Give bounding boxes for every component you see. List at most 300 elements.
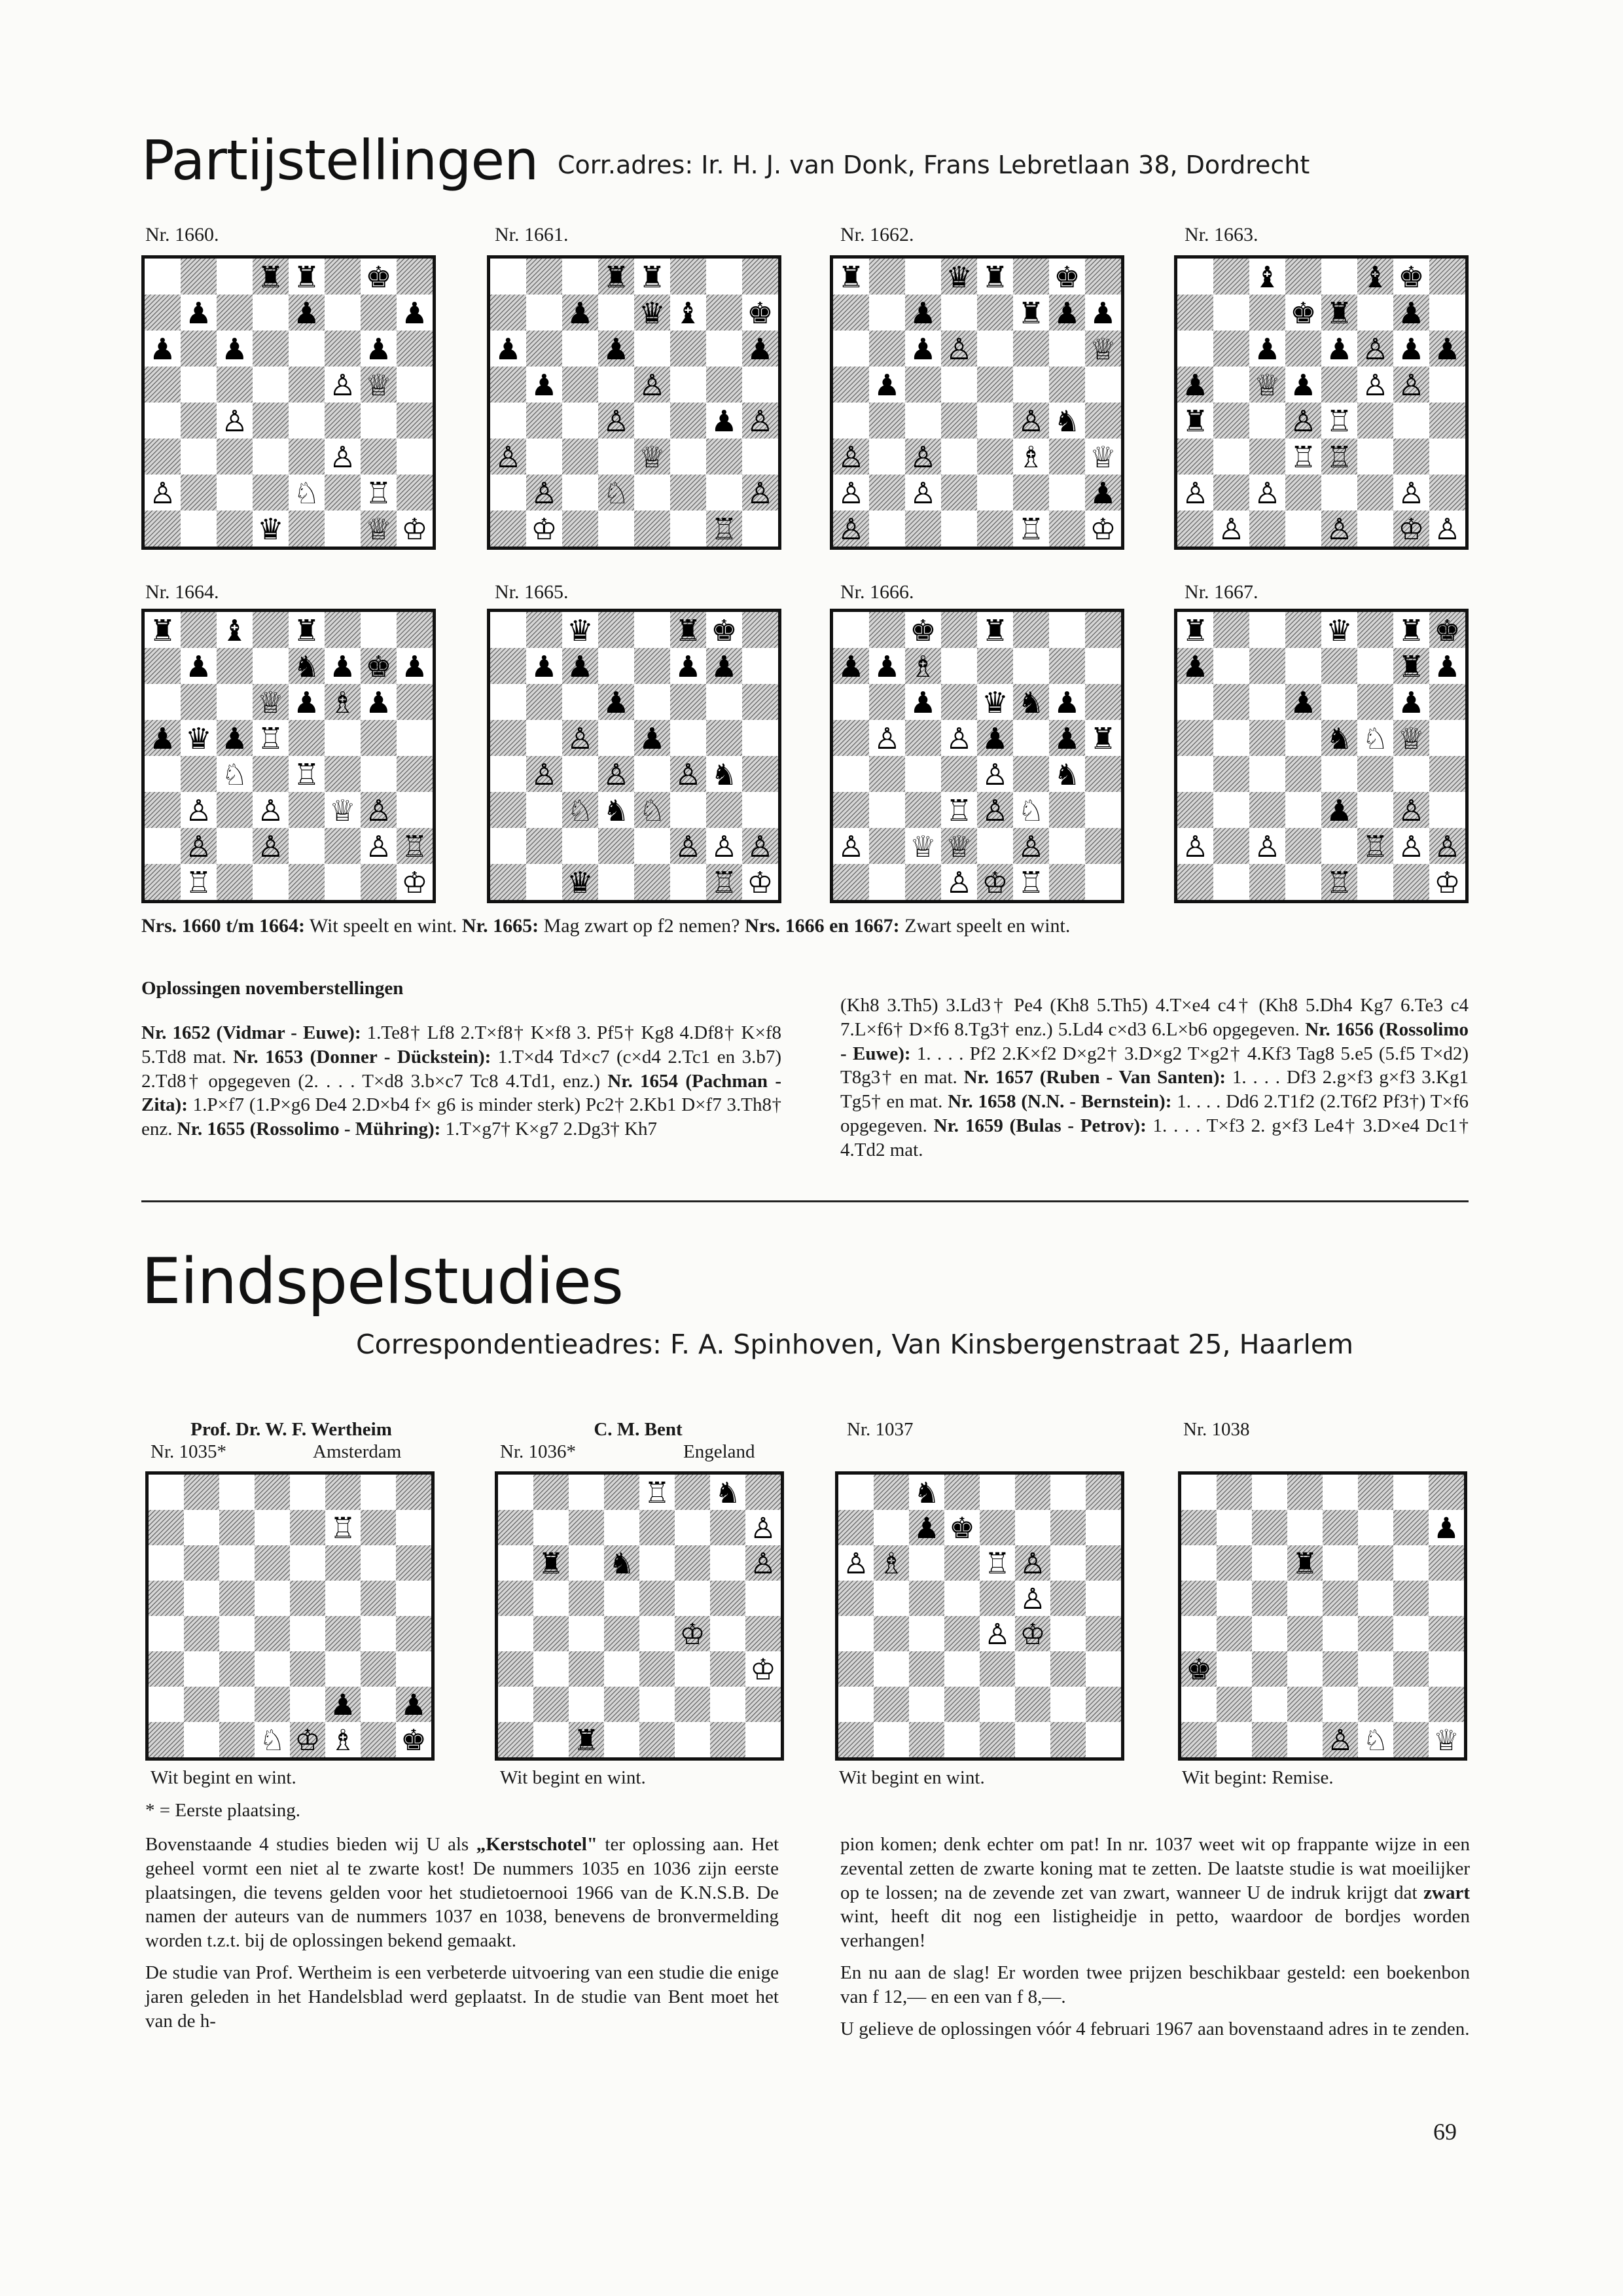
- light-square: [944, 1581, 980, 1616]
- black-rook-icon: ♜: [982, 613, 1008, 648]
- light-square: [1287, 1581, 1323, 1616]
- dark-square: [145, 367, 181, 403]
- dark-square: [639, 1510, 675, 1545]
- light-square: [569, 1545, 604, 1581]
- light-square: [874, 1651, 909, 1687]
- dark-square: [490, 720, 526, 756]
- light-square: [1181, 1475, 1217, 1510]
- light-square: [1287, 1651, 1323, 1687]
- dark-square: [1249, 648, 1285, 684]
- light-square: [1177, 331, 1213, 367]
- light-square: [490, 403, 526, 439]
- white-pawn-icon: ♙: [639, 368, 666, 403]
- dark-square: [909, 1651, 944, 1687]
- light-square: [562, 259, 598, 295]
- task-line: [141, 915, 1450, 937]
- light-square: [149, 1475, 184, 1510]
- black-pawn-icon: ♟: [401, 649, 428, 684]
- chess-diagram: [835, 1471, 1124, 1761]
- dark-square: [980, 1510, 1015, 1545]
- light-square: [1287, 1722, 1323, 1757]
- dark-square: [149, 1722, 184, 1757]
- light-square: [980, 1687, 1015, 1722]
- light-square: [1086, 1651, 1121, 1687]
- white-pawn-icon: ♙: [750, 1547, 776, 1581]
- white-rook-icon: ♖: [984, 1547, 1010, 1581]
- dark-square: [562, 511, 598, 547]
- white-bishop-icon: ♗: [878, 1547, 904, 1581]
- dark-square: [1357, 612, 1393, 648]
- light-square: [498, 1545, 533, 1581]
- light-square: [980, 1475, 1015, 1510]
- dark-square: [905, 792, 941, 828]
- light-square: [1323, 1616, 1358, 1651]
- light-square: [1217, 1581, 1252, 1616]
- black-knight-icon: ♞: [715, 1477, 741, 1511]
- dark-square: [533, 1616, 569, 1651]
- dark-square: [325, 1616, 361, 1651]
- dark-square: [325, 331, 361, 367]
- black-pawn-icon: ♟: [401, 296, 428, 331]
- dark-square: [1249, 792, 1285, 828]
- white-pawn-icon: ♙: [1254, 829, 1281, 864]
- dark-square: [905, 511, 941, 547]
- black-rook-icon: ♜: [293, 613, 320, 648]
- dark-square: [1429, 1687, 1464, 1722]
- text-run: Wit speelt en wint.: [304, 915, 462, 937]
- light-square: [1429, 367, 1465, 403]
- dark-square: [833, 864, 869, 900]
- dark-square: [1085, 828, 1121, 864]
- dark-square: [526, 828, 562, 864]
- study-author: C. M. Bent: [594, 1419, 683, 1440]
- white-rook-icon: ♖: [365, 476, 392, 511]
- dark-square: [397, 756, 433, 792]
- black-pawn-icon: ♟: [1182, 368, 1209, 403]
- dark-square: [533, 1687, 569, 1722]
- light-square: [1323, 1687, 1358, 1722]
- dark-square: [149, 1651, 184, 1687]
- white-pawn-icon: ♙: [1362, 332, 1389, 367]
- dark-square: [1285, 756, 1321, 792]
- light-square: [1217, 1510, 1252, 1545]
- white-king-icon: ♔: [982, 865, 1008, 900]
- black-pawn-icon: ♟: [1054, 721, 1080, 756]
- white-bishop-icon: ♗: [329, 685, 356, 720]
- dark-square: [217, 792, 253, 828]
- dark-square: [145, 439, 181, 475]
- light-square: [634, 331, 670, 367]
- dark-square: [905, 367, 941, 403]
- light-square: [1050, 1475, 1086, 1510]
- dark-square: [742, 684, 778, 720]
- light-square: [1358, 1510, 1393, 1545]
- light-square: [255, 1510, 290, 1545]
- bold-run: Nr. 1657 (Ruben - Van Santen):: [963, 1067, 1226, 1088]
- light-square: [149, 1687, 184, 1722]
- light-square: [1177, 684, 1213, 720]
- dark-square: [1287, 1475, 1323, 1510]
- dark-square: [1177, 511, 1213, 547]
- dark-square: [1393, 1722, 1429, 1757]
- dark-square: [361, 1651, 396, 1687]
- light-square: [905, 259, 941, 295]
- dark-square: [1323, 1581, 1358, 1616]
- dark-square: [289, 367, 325, 403]
- dark-square: [869, 403, 905, 439]
- dark-square: [325, 1475, 361, 1510]
- dark-square: [874, 1475, 909, 1510]
- dark-square: [184, 1616, 219, 1651]
- black-queen-icon: ♛: [982, 685, 1008, 720]
- white-queen-icon: ♕: [1254, 368, 1281, 403]
- black-pawn-icon: ♟: [1398, 296, 1425, 331]
- light-square: [396, 1651, 431, 1687]
- light-square: [833, 756, 869, 792]
- white-rook-icon: ♖: [1362, 829, 1389, 864]
- black-rook-icon: ♜: [675, 613, 702, 648]
- dark-square: [181, 756, 217, 792]
- chess-diagram: [1178, 1471, 1467, 1761]
- light-square: [145, 403, 181, 439]
- dark-square: [1358, 1616, 1393, 1651]
- light-square: [490, 475, 526, 511]
- dark-square: [145, 648, 181, 684]
- dark-square: [361, 439, 397, 475]
- diagram-label: Nr. 1660.: [145, 224, 219, 245]
- bold-run: Nr. 1652 (Vidmar - Euwe):: [141, 1022, 361, 1043]
- black-pawn-icon: ♟: [1182, 649, 1209, 684]
- black-knight-icon: ♞: [1054, 757, 1080, 792]
- light-square: [498, 1687, 533, 1722]
- light-square: [706, 331, 742, 367]
- black-pawn-icon: ♟: [711, 649, 738, 684]
- light-square: [526, 864, 562, 900]
- dark-square: [1287, 1616, 1323, 1651]
- dark-square: [325, 828, 361, 864]
- section-divider: [141, 1200, 1469, 1202]
- solutions-left: [141, 1021, 781, 1141]
- dark-square: [1213, 756, 1249, 792]
- light-square: [675, 1651, 710, 1687]
- black-king-icon: ♚: [1186, 1653, 1212, 1687]
- light-square: [1285, 511, 1321, 547]
- dark-square: [361, 864, 397, 900]
- light-square: [397, 367, 433, 403]
- bold-run: Nr. 1655 (Rossolimo - Mühring):: [177, 1119, 441, 1140]
- light-square: [181, 367, 217, 403]
- light-square: [675, 1581, 710, 1616]
- black-queen-icon: ♛: [567, 613, 594, 648]
- light-square: [325, 511, 361, 547]
- light-square: [833, 403, 869, 439]
- white-pawn-icon: ♙: [910, 440, 936, 475]
- white-rook-icon: ♖: [1290, 440, 1317, 475]
- light-square: [941, 367, 977, 403]
- dark-square: [675, 1475, 710, 1510]
- light-square: [219, 1545, 255, 1581]
- light-square: [1429, 792, 1465, 828]
- black-bishop-icon: ♝: [1362, 260, 1389, 295]
- light-square: [639, 1545, 675, 1581]
- white-rook-icon: ♖: [185, 865, 212, 900]
- black-pawn-icon: ♟: [910, 685, 936, 720]
- chess-diagram: [487, 609, 781, 903]
- dark-square: [1085, 612, 1121, 648]
- dark-square: [1393, 1510, 1429, 1545]
- white-pawn-icon: ♙: [747, 476, 774, 511]
- black-pawn-icon: ♟: [1090, 296, 1116, 331]
- dark-square: [941, 684, 977, 720]
- dark-square: [1217, 1616, 1252, 1651]
- white-knight-icon: ♘: [259, 1724, 285, 1757]
- light-square: [977, 403, 1013, 439]
- black-pawn-icon: ♟: [1054, 685, 1080, 720]
- white-king-icon: ♔: [401, 512, 428, 547]
- dark-square: [1358, 1475, 1393, 1510]
- black-pawn-icon: ♟: [914, 1512, 940, 1546]
- black-pawn-icon: ♟: [1434, 649, 1461, 684]
- dark-square: [977, 367, 1013, 403]
- black-rook-icon: ♜: [838, 260, 865, 295]
- dark-square: [396, 1545, 431, 1581]
- light-square: [905, 403, 941, 439]
- light-square: [1217, 1651, 1252, 1687]
- white-knight-icon: ♘: [567, 793, 594, 828]
- light-square: [1049, 612, 1085, 648]
- black-pawn-icon: ♟: [185, 296, 212, 331]
- light-square: [833, 331, 869, 367]
- dark-square: [490, 648, 526, 684]
- light-square: [1285, 792, 1321, 828]
- light-square: [833, 612, 869, 648]
- light-square: [1050, 1616, 1086, 1651]
- text-run: 1. . . . Df3 2.g×f3 g×f3 3.Kg1 Tg5† en mat.: [840, 1067, 1469, 1113]
- white-rook-icon: ♖: [1018, 865, 1044, 900]
- chess-diagram: [495, 1471, 784, 1761]
- black-pawn-icon: ♟: [221, 721, 248, 756]
- dark-square: [1429, 756, 1465, 792]
- white-pawn-icon: ♙: [603, 757, 630, 792]
- light-square: [490, 756, 526, 792]
- light-square: [1177, 259, 1213, 295]
- dark-square: [670, 684, 706, 720]
- light-square: [869, 295, 905, 331]
- light-square: [1085, 864, 1121, 900]
- light-square: [1357, 864, 1393, 900]
- light-square: [604, 1510, 639, 1545]
- chess-diagram: [830, 255, 1124, 550]
- dark-square: [1213, 684, 1249, 720]
- white-rook-icon: ♖: [401, 829, 428, 864]
- black-pawn-icon: ♟: [1398, 685, 1425, 720]
- light-square: [598, 295, 634, 331]
- light-square: [184, 1722, 219, 1757]
- black-pawn-icon: ♟: [910, 332, 936, 367]
- dark-square: [397, 259, 433, 295]
- black-pawn-icon: ♟: [639, 721, 666, 756]
- dark-square: [569, 1651, 604, 1687]
- dark-square: [184, 1687, 219, 1722]
- light-square: [604, 1581, 639, 1616]
- light-square: [742, 367, 778, 403]
- black-pawn-icon: ♟: [149, 721, 176, 756]
- dark-square: [1249, 439, 1285, 475]
- dark-square: [1213, 828, 1249, 864]
- white-pawn-icon: ♙: [1326, 512, 1353, 547]
- white-rook-icon: ♖: [257, 721, 284, 756]
- light-square: [869, 439, 905, 475]
- light-square: [1357, 439, 1393, 475]
- white-pawn-icon: ♙: [567, 721, 594, 756]
- dark-square: [1085, 684, 1121, 720]
- dark-square: [1085, 403, 1121, 439]
- dark-square: [397, 684, 433, 720]
- white-pawn-icon: ♙: [1434, 512, 1461, 547]
- light-square: [634, 828, 670, 864]
- light-square: [533, 1510, 569, 1545]
- section-address-partijstellingen: Corr.adres: Ir. H. J. van Donk, Frans Lebretlaan 38, Dordrecht: [558, 151, 1310, 179]
- white-pawn-icon: ♙: [982, 793, 1008, 828]
- study-author: Prof. Dr. W. F. Wertheim: [190, 1419, 392, 1440]
- dark-square: [396, 1475, 431, 1510]
- dark-square: [869, 475, 905, 511]
- dark-square: [838, 1722, 874, 1757]
- white-bishop-icon: ♗: [910, 649, 936, 684]
- black-king-icon: ♚: [365, 649, 392, 684]
- light-square: [219, 1475, 255, 1510]
- dark-square: [1013, 612, 1049, 648]
- dark-square: [1050, 1722, 1086, 1757]
- chess-diagram: [1174, 609, 1469, 903]
- white-king-icon: ♔: [679, 1618, 705, 1652]
- dark-square: [1213, 475, 1249, 511]
- text-run: Mag zwart op f2 nemen?: [539, 915, 745, 937]
- dark-square: [397, 403, 433, 439]
- white-pawn-icon: ♙: [982, 757, 1008, 792]
- white-pawn-icon: ♙: [1362, 368, 1389, 403]
- text-run: 1. . . . Dd6 2.T1f2 (2.T6f2 Pf3†) T×f6 opgegeven.: [840, 1091, 1469, 1137]
- light-square: [1015, 1510, 1050, 1545]
- white-pawn-icon: ♙: [1254, 476, 1281, 511]
- light-square: [1429, 295, 1465, 331]
- dark-square: [1049, 864, 1085, 900]
- study-place: Engeland: [683, 1441, 755, 1462]
- black-pawn-icon: ♟: [495, 332, 522, 367]
- dark-square: [361, 1510, 396, 1545]
- white-pawn-icon: ♙: [1218, 512, 1245, 547]
- light-square: [145, 259, 181, 295]
- black-pawn-icon: ♟: [838, 649, 865, 684]
- dark-square: [289, 792, 325, 828]
- light-square: [1357, 511, 1393, 547]
- light-square: [905, 756, 941, 792]
- white-pawn-icon: ♙: [946, 332, 972, 367]
- bold-run: Nrs. 1660 t/m 1664:: [141, 915, 305, 937]
- light-square: [710, 1616, 745, 1651]
- dark-square: [710, 1651, 745, 1687]
- white-pawn-icon: ♙: [257, 793, 284, 828]
- black-pawn-icon: ♟: [1290, 685, 1317, 720]
- white-king-icon: ♔: [1090, 512, 1116, 547]
- light-square: [290, 1616, 325, 1651]
- white-queen-icon: ♕: [329, 793, 356, 828]
- study-caption: Wit begint: Remise.: [1182, 1767, 1334, 1788]
- light-square: [604, 1651, 639, 1687]
- white-pawn-icon: ♙: [149, 476, 176, 511]
- text-run: 1.P×f7 (1.P×g6 De4 2.D×b4 f× g6 is minder sterk) Pc2† 2.Kb1 D×f7 3.Th8† enz.: [141, 1094, 781, 1140]
- light-square: [1323, 1475, 1358, 1510]
- white-pawn-icon: ♙: [747, 404, 774, 439]
- black-king-icon: ♚: [910, 613, 936, 648]
- text-run: 1. . . . T×f3 2. g×f3 Le4† 3.D×e4 Dc1† 4.Td2 mat.: [840, 1115, 1469, 1160]
- light-square: [742, 511, 778, 547]
- dark-square: [145, 792, 181, 828]
- dark-square: [1429, 403, 1465, 439]
- light-square: [498, 1475, 533, 1510]
- black-king-icon: ♚: [747, 296, 774, 331]
- dark-square: [217, 511, 253, 547]
- dark-square: [742, 756, 778, 792]
- white-pawn-icon: ♙: [1398, 793, 1425, 828]
- text-run: wint, heeft dit nog een listigheidje in petto, waardoor de bordjes worden verhangen!: [840, 1906, 1470, 1952]
- dark-square: [1287, 1687, 1323, 1722]
- dark-square: [526, 259, 562, 295]
- light-square: [1249, 684, 1285, 720]
- dark-square: [1013, 756, 1049, 792]
- dark-square: [1177, 792, 1213, 828]
- light-square: [1213, 792, 1249, 828]
- paragraph: [840, 2017, 1470, 2041]
- light-square: [838, 1687, 874, 1722]
- white-pawn-icon: ♙: [329, 440, 356, 475]
- black-queen-icon: ♛: [639, 296, 666, 331]
- dark-square: [526, 403, 562, 439]
- dark-square: [1086, 1687, 1121, 1722]
- dark-square: [325, 475, 361, 511]
- dark-square: [1357, 475, 1393, 511]
- dark-square: [1049, 367, 1085, 403]
- dark-square: [1050, 1510, 1086, 1545]
- dark-square: [290, 1651, 325, 1687]
- black-pawn-icon: ♟: [1326, 332, 1353, 367]
- light-square: [396, 1581, 431, 1616]
- white-pawn-icon: ♙: [531, 476, 558, 511]
- white-pawn-icon: ♙: [675, 757, 702, 792]
- dark-square: [145, 511, 181, 547]
- black-pawn-icon: ♟: [603, 685, 630, 720]
- light-square: [361, 403, 397, 439]
- light-square: [1213, 864, 1249, 900]
- black-bishop-icon: ♝: [221, 613, 248, 648]
- diagram-label: Nr. 1667.: [1185, 581, 1258, 603]
- dark-square: [1249, 295, 1285, 331]
- light-square: [675, 1722, 710, 1757]
- footnote: * = Eerste plaatsing.: [145, 1800, 301, 1821]
- light-square: [1085, 367, 1121, 403]
- white-pawn-icon: ♙: [185, 829, 212, 864]
- black-knight-icon: ♞: [711, 757, 738, 792]
- light-square: [562, 403, 598, 439]
- light-square: [1181, 1687, 1217, 1722]
- paragraph: [145, 1961, 779, 2033]
- white-king-icon: ♔: [1434, 865, 1461, 900]
- dark-square: [1015, 1475, 1050, 1510]
- black-rook-icon: ♜: [1182, 404, 1209, 439]
- dark-square: [977, 648, 1013, 684]
- dark-square: [361, 1722, 396, 1757]
- dark-square: [639, 1722, 675, 1757]
